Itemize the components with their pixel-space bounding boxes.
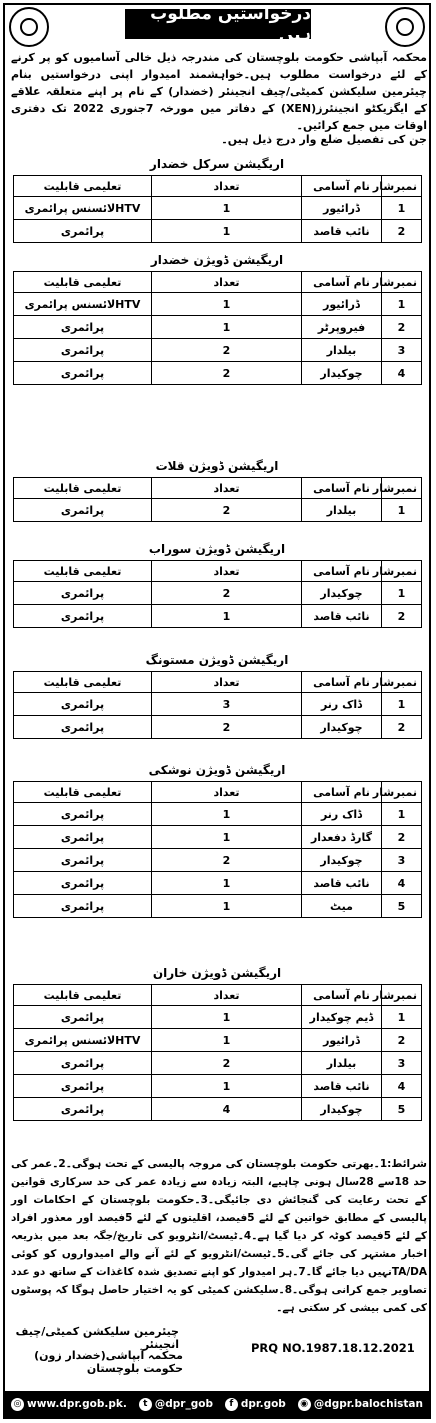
cell-qual: پرائمری (14, 849, 152, 872)
table-header-row (14, 782, 422, 803)
cell-qual: پرائمری (14, 1052, 152, 1075)
section-title: اریگیشن ڈویژن مستونگ (145, 653, 289, 667)
cell-count: 2 (152, 1052, 302, 1075)
table-header-row (14, 672, 422, 693)
header-post: نام آسامی (302, 272, 382, 293)
cell-post: ڈیم چوکیدار (302, 1006, 382, 1029)
cell-sr: 1 (382, 293, 422, 316)
cell-count: 2 (152, 362, 302, 385)
footer-twitter[interactable] (139, 1398, 213, 1411)
header-sr: نمبرشار (382, 176, 422, 197)
header-sr: نمبرشار (382, 272, 422, 293)
positions-table (13, 560, 422, 628)
cell-sr: 2 (382, 826, 422, 849)
cell-qual: پرائمری (14, 895, 152, 918)
cell-qual: پرائمری (14, 1006, 152, 1029)
cell-count: 1 (152, 826, 302, 849)
table-row (14, 693, 422, 716)
footer-bar (5, 1391, 429, 1417)
cell-post: ڈاک رنر (302, 693, 382, 716)
table-row (14, 1098, 422, 1121)
cell-qual: پرائمری (14, 582, 152, 605)
cell-sr: 1 (382, 1006, 422, 1029)
footer-facebook-text: dpr.gob (240, 1398, 286, 1410)
table-header-row (14, 561, 422, 582)
cell-post: چوکیدار (302, 1098, 382, 1121)
footer-twitter-text: @dpr_gob (154, 1398, 213, 1410)
table-row (14, 605, 422, 628)
cell-sr: 5 (382, 895, 422, 918)
cell-post: چوکیدار (302, 582, 382, 605)
header-qual: تعلیمی قابلیت (14, 782, 152, 803)
cell-count: 1 (152, 1075, 302, 1098)
cell-sr: 1 (382, 499, 422, 522)
cell-sr: 2 (382, 220, 422, 243)
table-header-row (14, 176, 422, 197)
header-count: تعداد (152, 176, 302, 197)
cell-qual: HTVلائسنس پرائمری (14, 293, 152, 316)
footer-facebook[interactable] (225, 1398, 286, 1411)
cell-qual: پرائمری (14, 1098, 152, 1121)
cell-qual: پرائمری (14, 362, 152, 385)
section-title: اریگیشن ڈویژن خضدار (150, 253, 284, 267)
positions-table (13, 781, 422, 918)
cell-sr: 1 (382, 803, 422, 826)
emblem-logo-left (9, 7, 49, 47)
cell-qual: پرائمری (14, 826, 152, 849)
cell-count: 2 (152, 582, 302, 605)
cell-sr: 3 (382, 339, 422, 362)
header-sr: نمبرشار (382, 782, 422, 803)
positions-table (13, 671, 422, 739)
header-post: نام آسامی (302, 176, 382, 197)
cell-sr: 4 (382, 872, 422, 895)
table-row (14, 362, 422, 385)
cell-count: 3 (152, 693, 302, 716)
header-count: تعداد (152, 782, 302, 803)
cell-post: ڈرائیور (302, 197, 382, 220)
header (5, 5, 429, 49)
cell-post: فیروپرٹر (302, 316, 382, 339)
table-row (14, 220, 422, 243)
cell-count: 1 (152, 1029, 302, 1052)
cell-sr: 3 (382, 1052, 422, 1075)
cell-qual: پرائمری (14, 716, 152, 739)
cell-sr: 2 (382, 605, 422, 628)
cell-count: 2 (152, 716, 302, 739)
cell-post: گارڈ دفعدار (302, 826, 382, 849)
footer-web-text: www.dpr.gob.pk. (27, 1398, 127, 1410)
footer-social[interactable] (298, 1398, 423, 1411)
table-row (14, 895, 422, 918)
cell-count: 2 (152, 339, 302, 362)
header-sr: نمبرشار (382, 985, 422, 1006)
table-row (14, 1075, 422, 1098)
cell-count: 1 (152, 605, 302, 628)
section-title: اریگیشن ڈویژن خاران (152, 966, 282, 980)
prq-number: PRQ NO.1987.18.12.2021 (251, 1341, 415, 1355)
cell-count: 2 (152, 849, 302, 872)
cell-post: ڈرائیور (302, 1029, 382, 1052)
header-count: تعداد (152, 985, 302, 1006)
cell-post: بیلدار (302, 1052, 382, 1075)
cell-sr: 1 (382, 693, 422, 716)
cell-sr: 1 (382, 582, 422, 605)
emblem-logo-right (385, 7, 425, 47)
intro-extra: جن کی تفصیل ضلع وار درج ذیل ہیں۔ (221, 133, 427, 146)
positions-table (13, 984, 422, 1121)
page-title: درخواستیں مطلوب ہیں (125, 9, 311, 39)
cell-qual: پرائمری (14, 605, 152, 628)
cell-post: بیلدار (302, 499, 382, 522)
header-qual: تعلیمی قابلیت (14, 985, 152, 1006)
cell-count: 1 (152, 803, 302, 826)
table-row (14, 872, 422, 895)
intro-paragraph: محکمہ آبپاشی حکومت بلوچستان کی مندرجہ ذیل خالی آسامیوں کو پر کرنے کے لئے درخواست مطلوب ہیں۔خواہشمند امیدوار اپنی درخواستیں بنام چیئرمین سلیکشن کمیٹی/چیف انجینئر (خضدار) کے نام پر اپنے متعلقہ علاقے کے ایگزیکٹو انجینئرز(XEN) کے دفاتر میں مورخہ 7جنوری 2022 تک دفتری اوقات میں جمع کرائیں۔ (11, 51, 427, 132)
section-title: اریگیشن ڈویژن نوشکی (148, 763, 286, 777)
section-title: اریگیشن ڈویژن سوراب (148, 542, 286, 556)
cell-qual: HTVلائسنس پرائمری (14, 1029, 152, 1052)
cell-qual: پرائمری (14, 872, 152, 895)
cell-post: چوکیدار (302, 362, 382, 385)
positions-table (13, 271, 422, 385)
instagram-icon: ◉ (298, 1398, 311, 1411)
cell-count: 1 (152, 872, 302, 895)
cell-post: نائب قاصد (302, 220, 382, 243)
header-qual: تعلیمی قابلیت (14, 272, 152, 293)
cell-post: نائب قاصد (302, 872, 382, 895)
header-count: تعداد (152, 272, 302, 293)
conditions-text: شرائط:1۔بھرتی حکومت بلوچستان کی مروجہ پالیسی کے تحت ہوگی۔2۔عمر کی حد 18سے 28سال ہونی چاہیے، البتہ زیادہ سے زیادہ عمر کی حد سرکاری قوانین کے تحت رعایت کی گنجائش دی جائیگی۔3۔حکومت بلوچستان کے احکامات اور پالیسی کے مطابق خواتین کے لئے 5فیصد، اقلیتوں کے لئے 5فیصد اور معذور افراد کے لئے 5فیصد کوٹہ کر دیا گیا ہے۔4۔ٹیسٹ/انٹرویو کی تاریخ/جگہ بعد میں بذریعہ اخبار مشتہر کی جائے گی۔5۔ٹیسٹ/انٹرویو کے لئے آنے والے امیدواروں کو کوئی TA/DAنہیں دیا جائے گا۔7۔ہر امیدوار کو اپنے تصدیق شدہ کاغذات کے ساتھ دو عدد تصاویر جمع کرانی ہوگی۔8۔سلیکشن کمیٹی کو یہ اختیار حاصل ہوگا کہ پوسٹوں کی کمی بیشی کر سکتی ہے۔ (11, 1158, 428, 1314)
cell-sr: 5 (382, 1098, 422, 1121)
cell-qual: پرائمری (14, 220, 152, 243)
table-row (14, 1029, 422, 1052)
table-row (14, 826, 422, 849)
positions-table (13, 175, 422, 243)
cell-post: میٹ (302, 895, 382, 918)
cell-sr: 2 (382, 316, 422, 339)
cell-post: نائب قاصد (302, 605, 382, 628)
cell-count: 2 (152, 499, 302, 522)
header-count: تعداد (152, 561, 302, 582)
header-sr: نمبرشار (382, 478, 422, 499)
cell-post: نائب قاصد (302, 1075, 382, 1098)
header-post: نام آسامی (302, 478, 382, 499)
table-row (14, 849, 422, 872)
table-row (14, 197, 422, 220)
table-row (14, 803, 422, 826)
positions-table (13, 477, 422, 522)
section-title: اریگیشن ڈویژن قلات (155, 459, 279, 473)
signature-line-2: محکمہ آبپاشی(خضدار زون) حکومت بلوچستان (34, 1349, 183, 1375)
cell-post: بیلدار (302, 339, 382, 362)
cell-qual: پرائمری (14, 316, 152, 339)
cell-post: ڈرائیور (302, 293, 382, 316)
table-row (14, 293, 422, 316)
header-post: نام آسامی (302, 782, 382, 803)
header-sr: نمبرشار (382, 672, 422, 693)
header-count: تعداد (152, 672, 302, 693)
advertisement-page (3, 3, 431, 1419)
cell-qual: پرائمری (14, 1075, 152, 1098)
table-row (14, 582, 422, 605)
header-post: نام آسامی (302, 672, 382, 693)
table-row (14, 1052, 422, 1075)
cell-count: 1 (152, 293, 302, 316)
cell-qual: پرائمری (14, 693, 152, 716)
cell-count: 1 (152, 220, 302, 243)
table-header-row (14, 272, 422, 293)
cell-count: 1 (152, 1006, 302, 1029)
globe-icon: ◎ (11, 1398, 24, 1411)
cell-sr: 2 (382, 716, 422, 739)
cell-qual: HTVلائسنس پرائمری (14, 197, 152, 220)
header-qual: تعلیمی قابلیت (14, 672, 152, 693)
cell-sr: 3 (382, 849, 422, 872)
cell-post: ڈاک رنر (302, 803, 382, 826)
cell-count: 1 (152, 316, 302, 339)
cell-qual: پرائمری (14, 499, 152, 522)
header-post: نام آسامی (302, 561, 382, 582)
footer-web[interactable] (11, 1398, 127, 1411)
table-header-row (14, 478, 422, 499)
header-count: تعداد (152, 478, 302, 499)
cell-post: چوکیدار (302, 716, 382, 739)
header-post: نام آسامی (302, 985, 382, 1006)
cell-qual: پرائمری (14, 803, 152, 826)
header-qual: تعلیمی قابلیت (14, 478, 152, 499)
footer-social-text: @dgpr.balochistan (313, 1398, 423, 1410)
cell-qual: پرائمری (14, 339, 152, 362)
table-row (14, 716, 422, 739)
signature-line-1: چیئرمین سلیکشن کمیٹی/چیف انجینئر (15, 1325, 179, 1351)
table-row (14, 316, 422, 339)
cell-sr: 4 (382, 1075, 422, 1098)
table-row (14, 339, 422, 362)
facebook-icon: f (225, 1398, 238, 1411)
cell-count: 1 (152, 197, 302, 220)
table-row (14, 499, 422, 522)
header-sr: نمبرشار (382, 561, 422, 582)
table-row (14, 1006, 422, 1029)
header-qual: تعلیمی قابلیت (14, 561, 152, 582)
twitter-icon: t (139, 1398, 152, 1411)
cell-sr: 1 (382, 197, 422, 220)
header-qual: تعلیمی قابلیت (14, 176, 152, 197)
cell-post: چوکیدار (302, 849, 382, 872)
cell-count: 4 (152, 1098, 302, 1121)
cell-sr: 4 (382, 362, 422, 385)
cell-count: 1 (152, 895, 302, 918)
cell-sr: 2 (382, 1029, 422, 1052)
table-header-row (14, 985, 422, 1006)
section-title: اریگیشن سرکل خضدار (149, 157, 285, 171)
